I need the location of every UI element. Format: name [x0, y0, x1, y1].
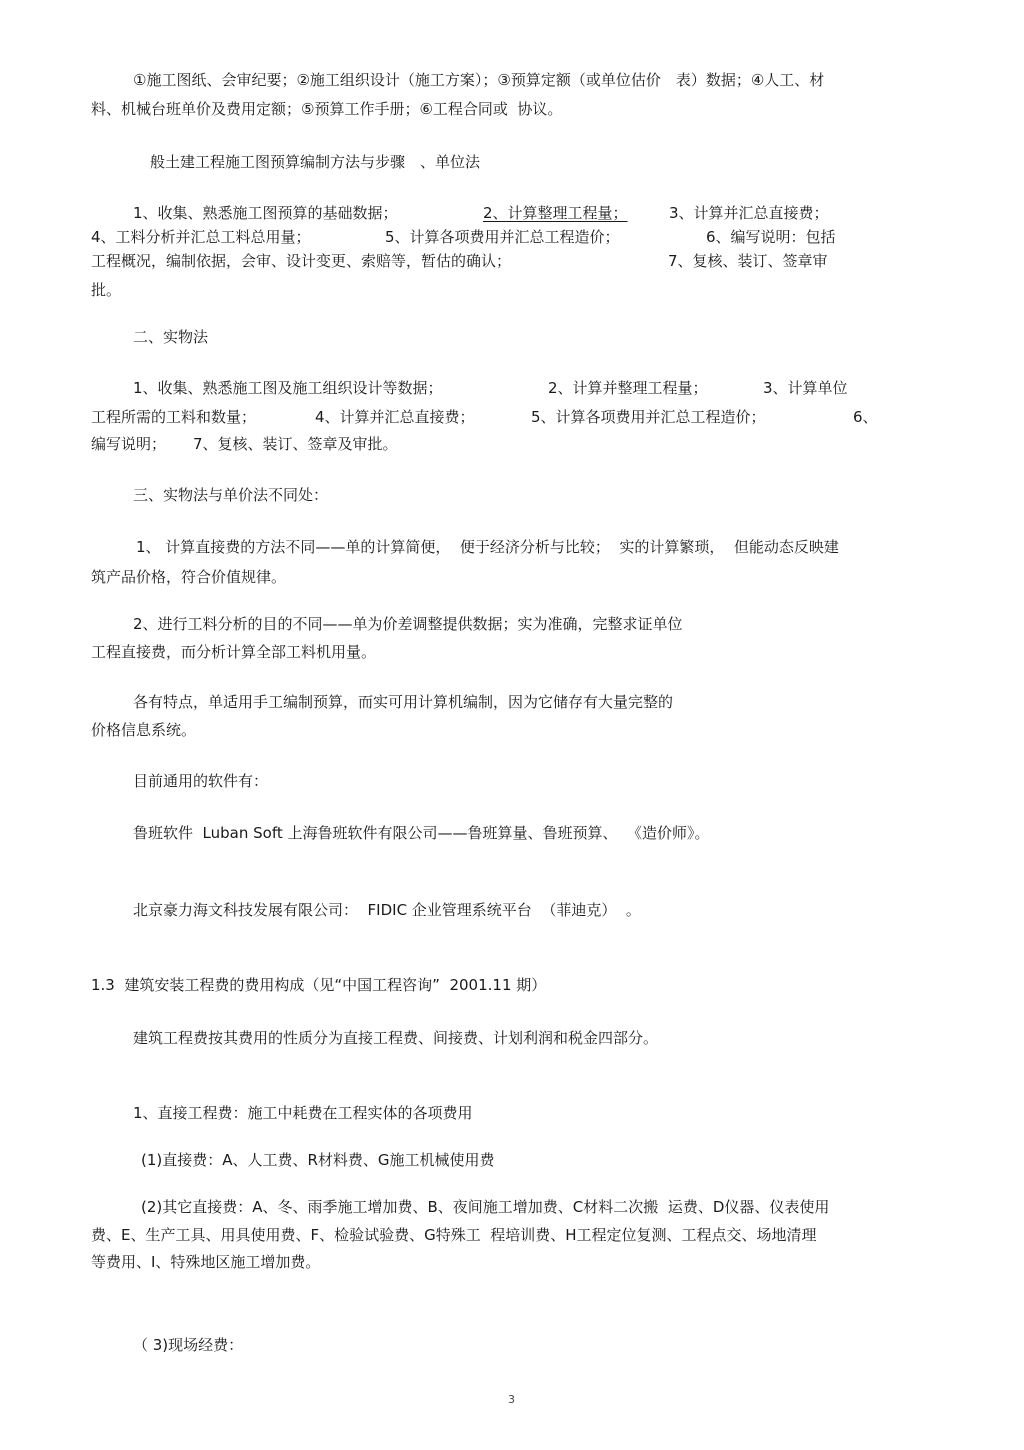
intro-line-2: 料、机械台班单价及费用定额；⑤预算工作手册；⑥工程合同或 协议。 [91, 100, 563, 118]
physical-step-3-detail: 工程所需的工料和数量； [91, 408, 257, 426]
physical-step-7: 7、复核、装订、签章及审批。 [193, 435, 398, 453]
physical-step-6: 6、 [853, 408, 878, 426]
features-line-2: 价格信息系统。 [91, 721, 197, 739]
unit-step-7-end: 批。 [91, 281, 122, 299]
direct-cost-item-3: （ 3)现场经费： [133, 1336, 244, 1354]
physical-step-3: 3、计算单位 [763, 379, 848, 397]
features-line-1: 各有特点，单适用手工编制预算，而实可用计算机编制，因为它储存有大量完整的 [133, 693, 674, 711]
physical-step-4: 4、计算并汇总直接费； [315, 408, 475, 426]
heading-unit-method: 般土建工程施工图预算编制方法与步骤 、单位法 [150, 153, 481, 171]
difference-1-line-1: 1、 计算直接费的方法不同——单的计算简便， 便于经济分析与比较； 实的计算繁琐， 但能动态反映建 [136, 538, 839, 556]
page-number: 3 [508, 1393, 515, 1406]
heading-differences: 三、实物法与单价法不同处： [133, 486, 329, 504]
unit-step-7: 7、复核、装订、签章审 [668, 252, 828, 270]
unit-step-1: 1、收集、熟悉施工图预算的基础数据； [133, 204, 398, 222]
unit-step-6-detail: 工程概况，编制依据，会审、设计变更、索赔等，暂估的确认； [91, 252, 512, 270]
difference-2-line-1: 2、进行工料分析的目的不同——单为价差调整提供数据；实为准确，完整求证单位 [133, 615, 683, 633]
software-intro: 目前通用的软件有： [133, 772, 269, 790]
difference-2-line-2: 工程直接费，而分析计算全部工料机用量。 [91, 643, 377, 661]
physical-step-5: 5、计算各项费用并汇总工程造价； [531, 408, 766, 426]
section-intro: 建筑工程费按其费用的性质分为直接工程费、间接费、计划利润和税金四部分。 [133, 1029, 659, 1047]
unit-step-6: 6、编写说明：包括 [706, 228, 836, 246]
unit-step-5: 5、计算各项费用并汇总工程造价； [385, 228, 620, 246]
physical-step-1: 1、收集、熟悉施工图及施工组织设计等数据； [133, 379, 443, 397]
physical-step-6-detail: 编写说明； [91, 435, 167, 453]
difference-1-line-2: 筑产品价格，符合价值规律。 [91, 568, 287, 586]
unit-step-2: 2、计算整理工程量； [483, 204, 628, 222]
section-title: 1.3 建筑安装工程费的费用构成（见“中国工程咨询” 2001.11 期） [91, 976, 547, 994]
physical-step-2: 2、计算并整理工程量； [548, 379, 708, 397]
direct-cost-item-2-line-1: (2)其它直接费：A、冬、雨季施工增加费、B、夜间施工增加费、C材料二次搬 运费、D仪器、仪表使用 [141, 1198, 830, 1216]
direct-cost-title: 1、直接工程费：施工中耗费在工程实体的各项费用 [133, 1104, 473, 1122]
direct-cost-item-1: (1)直接费：A、人工费、R材料费、G施工机械使用费 [141, 1151, 495, 1169]
unit-step-4: 4、工料分析并汇总工料总用量； [91, 228, 311, 246]
heading-physical-method: 二、实物法 [133, 328, 209, 346]
direct-cost-item-2-line-2: 费、E、生产工具、用具使用费、F、检验试验费、G特殊工 程培训费、H工程定位复测、工程点交、场地清理 [91, 1226, 817, 1244]
software-fidic: 北京豪力海文科技发展有限公司： FIDIC 企业管理系统平台 （菲迪克） 。 [133, 901, 641, 919]
unit-step-3: 3、计算并汇总直接费； [669, 204, 829, 222]
software-luban: 鲁班软件 Luban Soft 上海鲁班软件有限公司——鲁班算量、鲁班预算、 《造价师》。 [133, 824, 710, 842]
direct-cost-item-2-line-3: 等费用、I、特殊地区施工增加费。 [91, 1253, 321, 1271]
intro-line-1: ①施工图纸、会审纪要；②施工组织设计（施工方案）；③预算定额（或单位估价 表）数据；④人工、材 [133, 71, 825, 89]
